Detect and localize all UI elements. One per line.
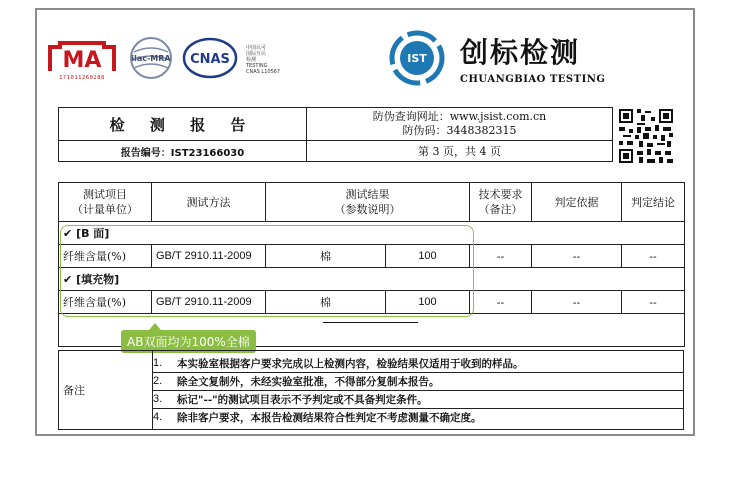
end-of-data-line: [323, 322, 418, 323]
qr-code-icon: [617, 107, 675, 165]
notes-list: [153, 355, 683, 426]
svg-text:MA: MA: [62, 48, 102, 73]
notes-table: [58, 350, 684, 430]
check-icon: ✔: [63, 273, 73, 286]
table-row: [59, 245, 685, 268]
check-icon: ✔: [63, 227, 73, 240]
list-item: 3. 标记"--"的测试项目表示不予判定或不具备判定条件。: [153, 391, 683, 409]
anti-fake-code: 防伪码：3448382315: [402, 124, 517, 137]
cnas-logo: [182, 36, 238, 84]
header-tech-req: 技术要求 （备注）: [470, 183, 532, 222]
svg-text:IST: IST: [407, 52, 427, 65]
report-header-table: [58, 107, 613, 162]
cnas-icon: [182, 36, 238, 80]
brand-subtitle: CHUANGBIAO TESTING: [460, 74, 606, 85]
cell-basis: --: [532, 245, 622, 268]
report-title: 检 测 报 告: [59, 108, 307, 141]
cell-basis: --: [532, 291, 622, 314]
header-test-method: 测试方法: [152, 183, 266, 222]
anti-fake-info: [307, 108, 613, 141]
list-item: 2. 除全文复制外，未经实验室批准，不得部分复制本报告。: [153, 373, 683, 391]
report-number: 报告编号：IST23166030: [59, 141, 307, 162]
callout-label: AB双面均为100%全棉: [121, 330, 256, 353]
header-test-result: 测试结果 （参数说明）: [266, 183, 470, 222]
cell-verdict: --: [622, 291, 685, 314]
cell-param: 棉: [266, 245, 386, 268]
cell-requirement: --: [470, 245, 532, 268]
svg-text:ilac-MRA: ilac-MRA: [131, 54, 171, 63]
section-row: [59, 222, 685, 245]
brand-title: 创标检测: [460, 36, 581, 69]
certification-logos: [44, 36, 280, 84]
table-row: [59, 291, 685, 314]
cell-verdict: --: [622, 245, 685, 268]
header-verdict: 判定结论: [622, 183, 685, 222]
section-name: [B 面]: [76, 227, 110, 240]
header-test-item: 测试项目 （计量单位）: [59, 183, 152, 222]
ist-brand: [388, 30, 605, 86]
list-item: 4. 除非客户要求，本报告检测结果符合性判定不考虑测量不确定度。: [153, 411, 482, 424]
cell-param: 棉: [266, 291, 386, 314]
cnas-caption: 中国认可 国际互认 检测 TESTING CNAS L10567: [246, 45, 281, 75]
cell-requirement: --: [470, 291, 532, 314]
cell-item: 纤维含量(%): [59, 245, 152, 268]
ist-logo-icon: [388, 30, 446, 86]
query-url: 防伪查询网址：www.jsist.com.cn: [372, 110, 547, 123]
section-row: [59, 268, 685, 291]
cell-value: 100: [386, 291, 470, 314]
cell-item: 纤维含量(%): [59, 291, 152, 314]
table-header-row: [59, 183, 685, 222]
header-basis: 判定依据: [532, 183, 622, 222]
ilac-mra-icon: [128, 36, 174, 80]
cma-logo: [44, 39, 120, 81]
cell-value: 100: [386, 245, 470, 268]
ilac-logo: [128, 36, 174, 84]
notes-label: 备注: [59, 351, 153, 430]
cma-icon: [44, 39, 120, 75]
cell-method: GB/T 2910.11-2009: [152, 245, 266, 268]
svg-text:CNAS: CNAS: [190, 52, 230, 67]
cma-number: 171011260288: [59, 75, 105, 81]
page-info: 第 3 页，共 4 页: [307, 141, 613, 162]
section-name: [填充物]: [76, 273, 120, 286]
list-item: 1. 本实验室根据客户要求完成以上检测内容，检验结果仅适用于收到的样品。: [153, 355, 683, 373]
cell-method: GB/T 2910.11-2009: [152, 291, 266, 314]
